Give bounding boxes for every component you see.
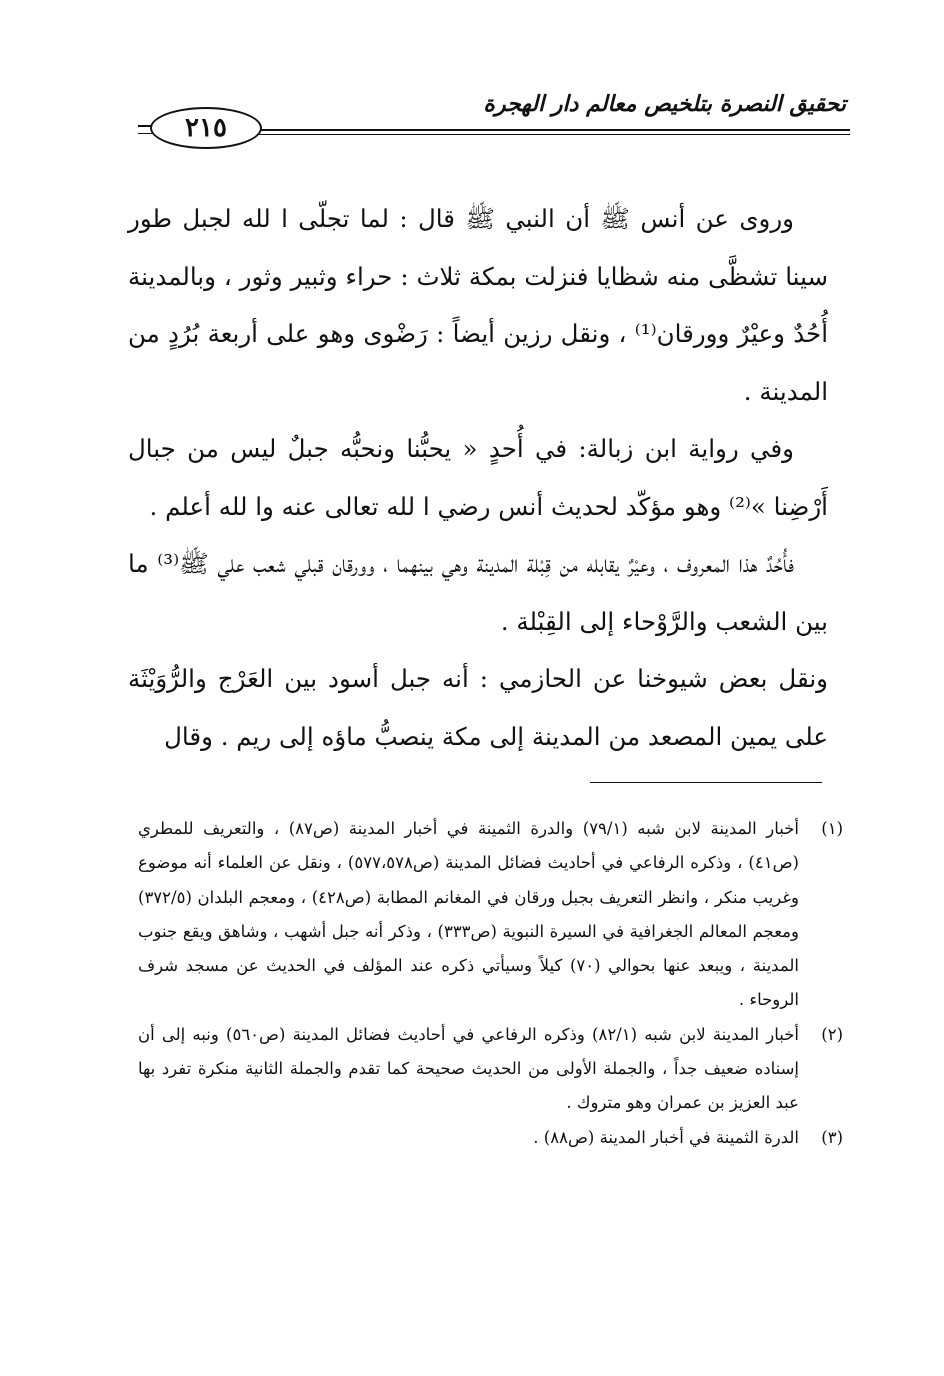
footnote-number: (٢) bbox=[821, 1024, 843, 1044]
footnote bbox=[138, 1018, 843, 1121]
main-text bbox=[128, 190, 828, 765]
paragraph: فأُحُدٌ هذا المعروف ، وعيْرٌ يقابله من قِبْلة المدينة وهي بينهما ، وورقان قبلي شعب علي ﷺ⁽³⁾ ما بين الشعب والرَّوْحاء إلى القِبْلة . bbox=[128, 549, 828, 636]
page-number: ٢١٥ bbox=[150, 107, 262, 149]
footnote-text: الدرة الثمينة في أخبار المدينة (ص٨٨) . bbox=[533, 1127, 799, 1147]
footnote-number: (٣) bbox=[821, 1127, 843, 1147]
paragraph: ونقل بعض شيوخنا عن الحازمي : أنه جبل أسود بين العَرْج والرُّوَيْثَة على يمين المصعد من المدينة إلى مكة ينصبُّ ماؤه إلى ريم . وقال bbox=[128, 664, 828, 751]
paragraph: وروى عن أنس ﷺ أن النبي ﷺ قال : لما تجلّى ا لله لجبل طور سينا تشظَّى منه شظايا فنزلت بمكة ثلاث : حراء وثبير وثور ، وبالمدينة أُحُدٌ وعيْرٌ وورقان⁽¹⁾ ، ونقل رزين أيضاً : رَضْوى وهو على أربعة بُرُدٍ من المدينة . bbox=[128, 204, 829, 406]
footnote bbox=[138, 1121, 843, 1155]
footnotes bbox=[138, 812, 843, 1155]
footnote-number: (١) bbox=[821, 819, 843, 838]
header-rule bbox=[230, 129, 850, 135]
paragraph: وفي رواية ابن زبالة: في أُحدٍ « يحبُّنا ونحبُّه جبلٌ ليس من جبال أَرْضِنا »⁽²⁾ وهو مؤكّد لحديث أنس رضي ا لله تعالى عنه وا لله أعلم . bbox=[128, 434, 828, 521]
footnote-text: أخبار المدينة لابن شبه (٨٢/١) وذكره الرفاعي في أحاديث فضائل المدينة (ص٥٦٠) ونبه إلى أن إسناده ضعيف جداً ، والجملة الأولى من الحديث صحيحة كما تقدم والجملة الثانية منكرة تفرد بها عبد العزيز بن عمران وهو متروك . bbox=[138, 1024, 799, 1113]
footnote bbox=[138, 812, 843, 1018]
running-header bbox=[150, 85, 850, 155]
book-title: تحقيق النصرة بتلخيص معالم دار الهجرة bbox=[483, 91, 846, 117]
footnote-separator bbox=[590, 782, 822, 783]
footnote-text: أخبار المدينة لابن شبه (٧٩/١) والدرة الثمينة في أخبار المدينة (ص٨٧) ، والتعريف للمطري (ص٤١) ، وذكره الرفاعي في أحاديث فضائل المدينة (ص٥٧٧،٥٧٨) ، ونقل عن العلماء أنه موضوع وغريب منكر ، وانظر التعريف بجبل ورقان في المغانم المطابة (ص٤٢٨) ، ومعجم البلدان (٣٧٢/٥) ومعجم المعالم الجغرافية في السيرة النبوية (ص٣٣٣) ، وذكر أنه جبل أشهب ، وشاهق ويقع جنوب المدينة ، ويبعد عنها بحوالي (٧٠) كيلاً وسيأتي ذكره عند المؤلف في الحديث عن مسجد شرف الروحاء . bbox=[138, 819, 800, 1010]
